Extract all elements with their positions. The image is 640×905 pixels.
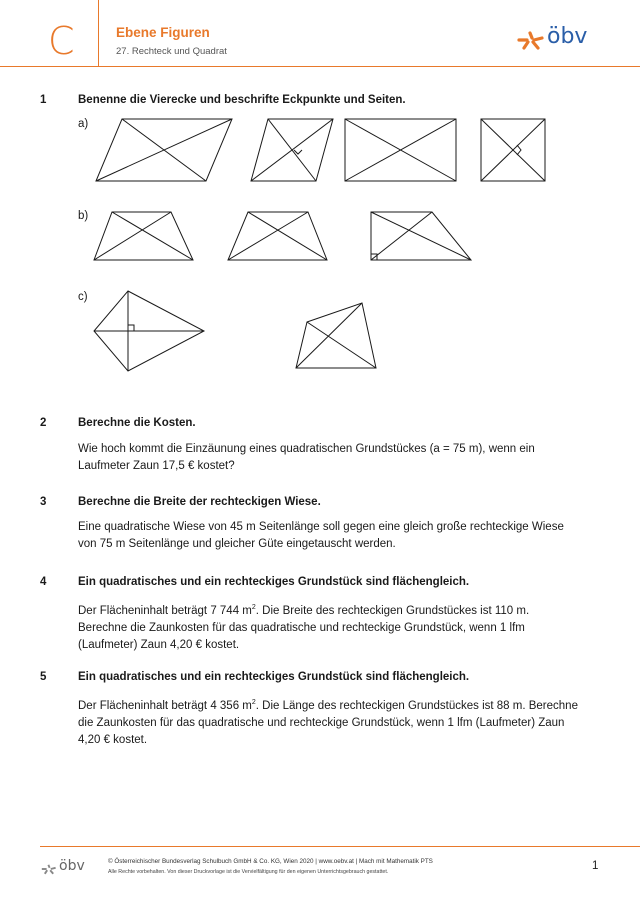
task-text-superscript: 2 — [251, 604, 256, 611]
header-logo-text: öbv — [547, 24, 588, 49]
task-title: Berechne die Kosten. — [78, 417, 196, 429]
task-title: Ein quadratisches und ein rechteckiges Grundstück sind flächengleich. — [78, 671, 470, 683]
part-label: c) — [78, 291, 88, 303]
task-text: Eine quadratische Wiese von 45 m Seitenlänge soll gegen eine gleich große rechteckige Wiese von 75 m Seitenlänge und gleicher Güte eingetauscht werden. — [78, 521, 564, 550]
task-title: Berechne die Breite der rechteckigen Wiese. — [78, 496, 321, 508]
footer-divider — [40, 846, 640, 847]
chapter-subtitle: 27. Rechteck und Quadrat — [116, 46, 227, 57]
figure-rhombus — [251, 119, 333, 181]
task-text-part: . Die Breite des rechteckigen Grundstückes ist 110 m. Berechne die Zaunkosten für das quadratische und rechteckige Grundstück, wenn 1 lfm (Laufmeter) Zaun 4,20 € kostet. — [78, 604, 530, 651]
task-text-part: . Die Länge des rechteckigen Grundstückes ist 88 m. Berechne die Zaunkosten für das quadratische und rechteckige Grundstück, wenn 1 lfm (Laufmeter) Zaun 4,20 € kostet. — [78, 699, 578, 746]
page-number: 1 — [592, 860, 599, 872]
chapter-title: Ebene Figuren — [116, 25, 210, 40]
part-label: b) — [78, 210, 89, 222]
task-text — [78, 694, 578, 749]
task-title: Ein quadratisches und ein rechteckiges Grundstück sind flächengleich. — [78, 576, 470, 588]
figure-rectangle — [345, 119, 456, 181]
chapter-letter: C — [48, 19, 75, 63]
figure-trapezoid — [228, 212, 327, 260]
task-number: 3 — [40, 496, 47, 508]
task-number: 2 — [40, 417, 47, 429]
task-text-part: Der Flächeninhalt beträgt 4 356 m — [78, 699, 252, 712]
task-title: Benenne die Vierecke und beschrifte Eckpunkte und Seiten. — [78, 94, 406, 106]
figure-parallelogram — [96, 119, 232, 181]
footer-logo-text: öbv — [59, 858, 85, 874]
task-number: 4 — [40, 576, 47, 588]
task-text-part: Der Flächeninhalt beträgt 7 744 m — [78, 604, 252, 617]
figure-right-trapezoid — [371, 212, 471, 260]
task-number: 5 — [40, 671, 47, 683]
figure-trapezoid — [94, 212, 193, 260]
part-label: a) — [78, 118, 89, 130]
figure-quadrilateral — [296, 303, 376, 368]
task-text-superscript: 2 — [251, 699, 256, 706]
quadrilateral-figures — [0, 0, 640, 400]
task-number: 1 — [40, 94, 47, 106]
figure-kite — [94, 291, 204, 371]
task-text — [78, 599, 578, 654]
footer-rights: Alle Rechte vorbehalten. Von dieser Druckvorlage ist die Vervielfältigung für den eigenen Unterrichtsgebrauch gestattet. — [108, 869, 389, 875]
oebv-logo-icon — [40, 862, 58, 876]
task-text: Wie hoch kommt die Einzäunung eines quadratischen Grundstückes (a = 75 m), wenn ein Laufmeter Zaun 17,5 € kostet? — [78, 443, 535, 472]
figure-square — [481, 119, 545, 181]
footer-logo — [40, 862, 58, 881]
footer-copyright: © Österreichischer Bundesverlag Schulbuch GmbH & Co. KG, Wien 2020 | www.oebv.at | Mach mit Mathematik PTS — [108, 858, 433, 865]
